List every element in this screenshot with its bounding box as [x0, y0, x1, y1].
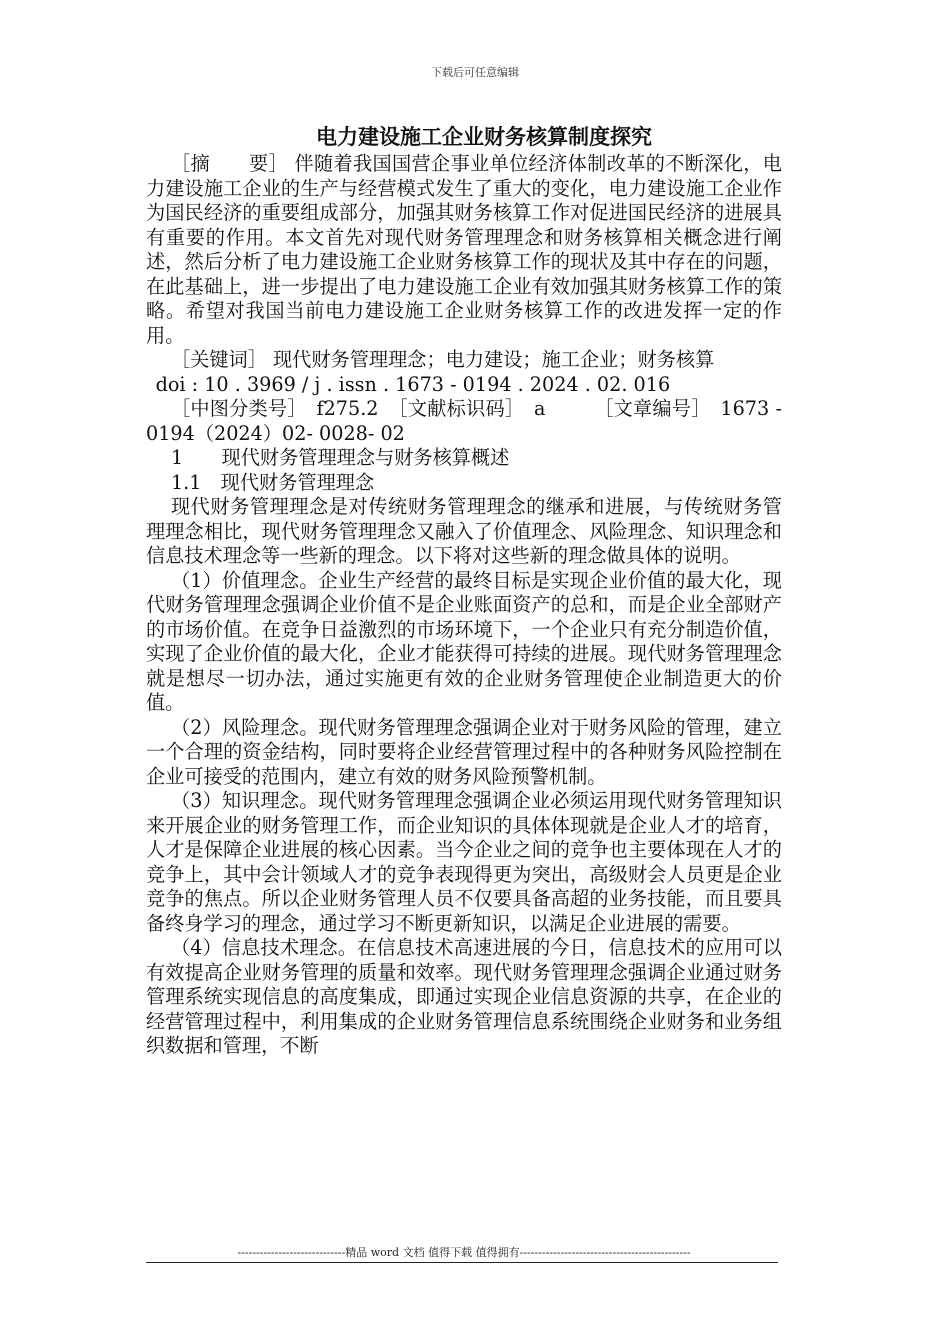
page-header-note: 下载后可任意编辑 [431, 66, 519, 79]
document-page [146, 122, 782, 1059]
document-body [146, 152, 782, 1059]
document-title: 电力建设施工企业财务核算制度探究 [316, 124, 652, 149]
body-paragraph: （3）知识理念。现代财务管理理念强调企业必须运用现代财务管理知识来开展企业的财务管理工作，而企业知识的具体体现就是企业人才的培育，人才是保障企业进展的核心因素。当今企业之间的竞争也主要体现在人才的竞争上，其中会计领域人才的竞争表现得更为突出，高级财会人员更是企业竞争的焦点。所以企业财务管理人员不仅要具备高超的业务技能，而且要具备终身学习的理念，通过学习不断更新知识，以满足企业进展的需要。 [146, 789, 782, 935]
body-paragraph: （1）价值理念。企业生产经营的最终目标是实现企业价值的最大化，现代财务管理理念强调企业价值不是企业账面资产的总和，而是企业全部财产的市场价值。在竞争日益激烈的市场环境下，一个企业只有充分制造价值，实现了企业价值的最大化，企业才能获得可持续的进展。现代财务管理理念就是想尽一切办法，通过实施更有效的企业财务管理使企业制造更大的价值。 [146, 568, 782, 714]
footer-rule [146, 1262, 778, 1263]
body-paragraph: （4）信息技术理念。在信息技术高速进展的今日，信息技术的应用可以有效提高企业财务管理的质量和效率。现代财务管理理念强调企业通过财务管理系统实现信息的高度集成，即通过实现企业信息资源的共享，在企业的经营管理过程中，利用集成的企业财务管理信息系统围绕企业财务和业务组织数据和管理，不断 [146, 936, 782, 1057]
body-paragraph: （2）风险理念。现代财务管理理念强调企业对于财务风险的管理，建立一个合理的资金结构，同时要将企业经营管理过程中的各种财务风险控制在企业可接受的范围内，建立有效的财务风险预警机制。 [146, 715, 782, 788]
section-heading-1-1: 1.1 现代财务管理理念 [170, 470, 375, 494]
section-heading-1: 1 现代财务管理理念与财务核算概述 [170, 446, 510, 469]
body-paragraph: 现代财务管理理念是对传统财务管理理念的继承和进展，与传统财务管理理念相比，现代财务管理理念又融入了价值理念、风险理念、知识理念和信息技术理念等一些新的理念。以下将对这些新的理念做具体的说明。 [146, 495, 782, 567]
page-footer-note: -----------------------------精品 word 文档 值得下载 值得拥有---------------------------------------------- [237, 1246, 691, 1259]
doi-line: doi : 10 . 3969 / j . issn . 1673 - 0194 . 2024 . 02. 016 [155, 372, 671, 396]
abstract-paragraph: ［摘 要］ 伴随着我国国营企事业单位经济体制改革的不断深化，电力建设施工企业的生产与经营模式发生了重大的变化，电力建设施工企业作为国民经济的重要组成部分，加强其财务核算工作对促进国民经济的进展具有重要的作用。本文首先对现代财务管理理念和财务核算相关概念进行阐述，然后分析了电力建设施工企业财务核算工作的现状及其中存在的问题，在此基础上，进一步提出了电力建设施工企业有效加强其财务核算工作的策略。希望对我国当前电力建设施工企业财务核算工作的改进发挥一定的作用。 [146, 152, 782, 347]
classification-line: ［中图分类号］ f275.2 ［文献标识码］ a ［文章编号］ 1673 - 0194（2024）02- 0028- 02 [146, 397, 782, 445]
keywords-paragraph: ［关键词］ 现代财务管理理念；电力建设；施工企业；财务核算 [170, 348, 715, 371]
